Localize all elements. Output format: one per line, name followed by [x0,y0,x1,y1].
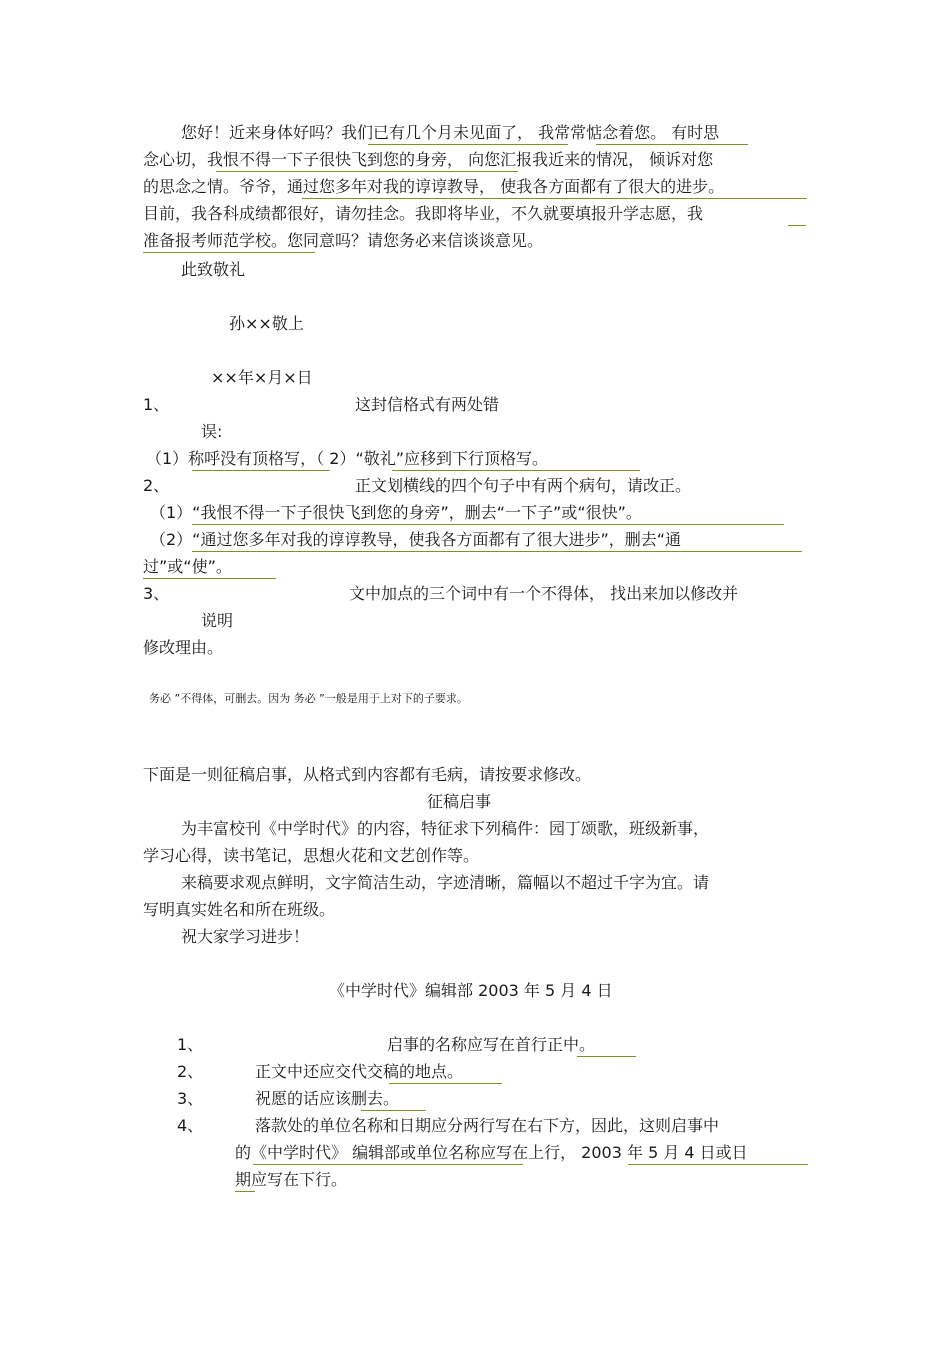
letter-line-4: 目前，我各科成绩都很好，请勿挂念。我即将毕业，不久就要填报升学志愿，我 [143,204,704,223]
question-3-number: 3、 [143,584,170,603]
underline [577,1056,636,1057]
notice-body-2: 学习心得，读书笔记，思想火花和文艺创作等。 [143,846,480,865]
answer-3: 务必 ”不得体，可删去。因为 务必 ”一般是用于上对下的子要求。 [149,692,468,705]
letter-signature: 孙××敬上 [229,314,304,333]
underline [596,144,748,145]
letter-line-5: 准备报考师范学校。您同意吗？请您务必来信谈谈意见。 [143,231,544,250]
underline [253,1164,523,1165]
letter-line-3: 的思念之情。爷爷，通过您多年对我的谆谆教导， 使我各方面都有了很大的进步。 [143,177,725,196]
answer-2-1: （1）“我恨不得一下子很快飞到您的身旁”，删去“一下子”或“很快”。 [150,503,642,522]
underline [628,1164,808,1165]
answer-b-3-number: 3、 [177,1089,204,1108]
question-2-number: 2、 [143,476,170,495]
notice-title: 征稿启事 [427,792,492,811]
answer-b-4-text: 落款处的单位名称和日期应分两行写在右下方，因此，这则启事中 [255,1116,720,1135]
letter-line-2: 念心切，我恨不得一下子很快飞到您的身旁， 向您汇报我近来的情况， 倾诉对您 [143,150,714,169]
answer-b-1-text: 启事的名称应写在首行正中。 [387,1035,596,1054]
underline [302,198,807,199]
underline [788,225,806,226]
letter-line-1: 您好！近来身体好吗？我们已有几个月未见面了， 我常常惦念着您。 有时思 [181,123,720,142]
answer-2-2: （2）“通过您多年对我的谆谆教导，使我各方面都有了很大进步”，删去“通 [150,530,682,549]
question-3-continued-2: 修改理由。 [143,638,224,657]
notice-body-4: 写明真实姓名和所在班级。 [143,900,336,919]
underline [143,252,315,253]
answer-1: （1）称呼没有顶格写，（ 2）“敬礼”应移到下行顶格写。 [146,449,549,468]
underline [143,578,276,579]
question-1-text: 这封信格式有两处错 [355,395,500,414]
underline [389,1083,502,1084]
underline [368,144,568,145]
notice-body-5: 祝大家学习进步！ [181,927,310,946]
notice-footer: 《中学时代》编辑部 2003 年 5 月 4 日 [329,981,613,1000]
answer-b-3-text: 祝愿的话应该删去。 [255,1089,400,1108]
underline [392,470,640,471]
notice-intro: 下面是一则征稿启事，从格式到内容都有毛病，请按要求修改。 [143,765,592,784]
answer-b-4-continued-2: 期应写在下行。 [235,1170,348,1189]
underline [361,1110,426,1111]
question-1-number: 1、 [143,395,170,414]
answer-b-2-text: 正文中还应交代交稿的地点。 [255,1062,464,1081]
answer-2-2-continued: 过”或“使”。 [143,557,232,576]
underline [192,470,330,471]
question-3-text: 文中加点的三个词中有一个不得体， 找出来加以修改并 [349,584,739,603]
question-2-text: 正文划横线的四个句子中有两个病句，请改正。 [355,476,692,495]
letter-date: ××年×月×日 [211,368,313,387]
underline [216,171,518,172]
notice-body-1: 为丰富校刊《中学时代》的内容，特征求下列稿件：园丁颂歌，班级新事， [181,819,710,838]
underline [192,524,784,525]
notice-body-3: 来稿要求观点鲜明，文字简洁生动，字迹清晰，篇幅以不超过千字为宜。请 [181,873,710,892]
question-3-continued: 说明 [201,611,234,630]
letter-closing: 此致敬礼 [181,260,246,279]
underline [192,551,802,552]
answer-b-1-number: 1、 [177,1035,204,1054]
answer-b-2-number: 2、 [177,1062,204,1081]
question-1-continued: 误: [201,422,223,441]
underline [235,1191,255,1192]
answer-b-4-number: 4、 [177,1116,204,1135]
answer-b-4-continued: 的《中学时代》 编辑部或单位名称应写在上行， 2003 年 5 月 4 日或日 [235,1143,748,1162]
